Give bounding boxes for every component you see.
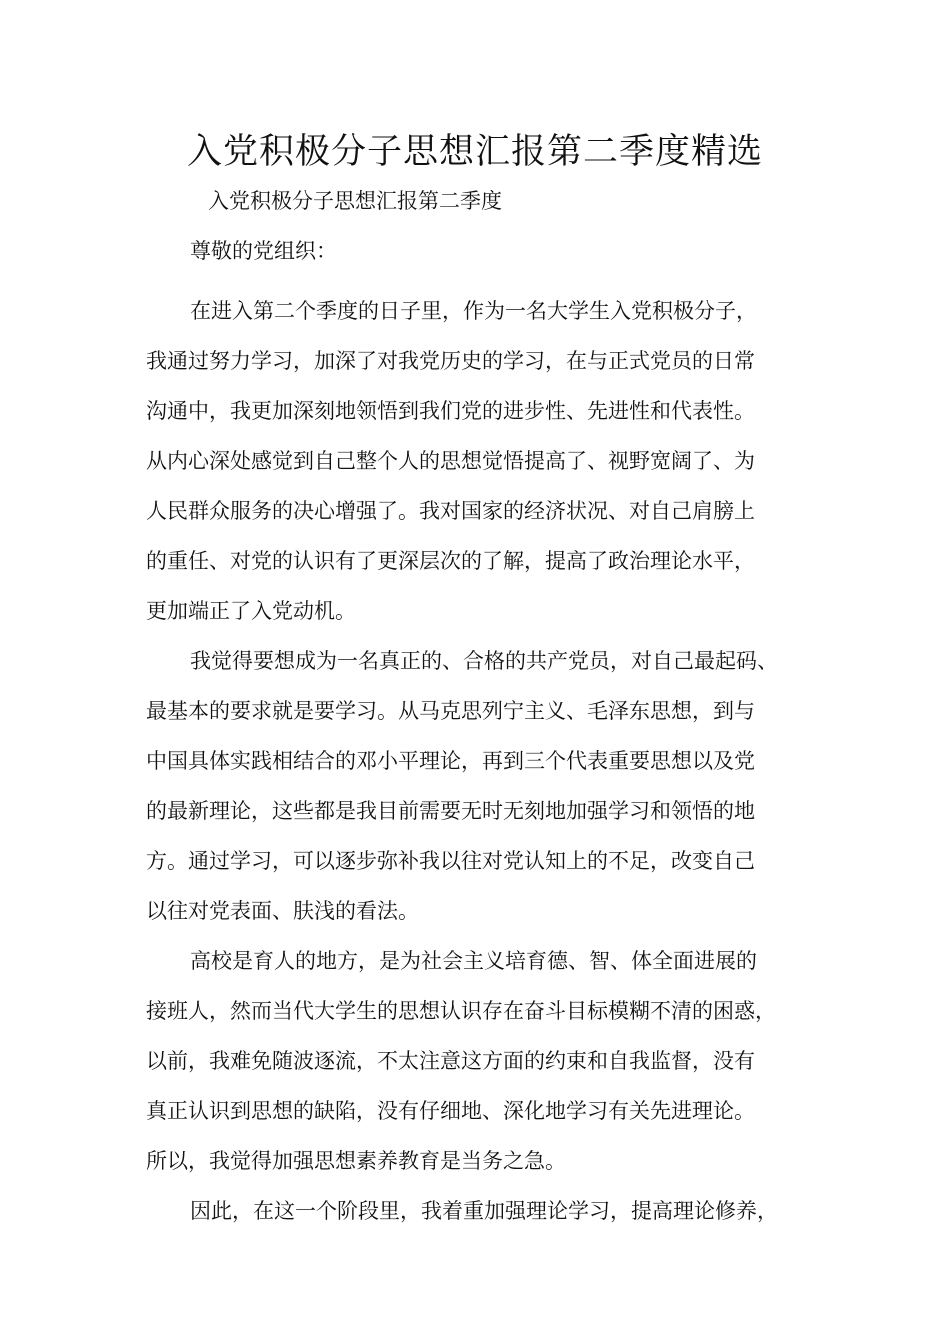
paragraph-line: 我觉得要想成为一名真正的、合格的共产党员，对自己最起码、 [190,649,778,673]
document-title: 入党积极分子思想汇报第二季度精选 [186,132,763,172]
paragraph-line: 更加端正了入党动机。 [146,599,356,623]
salutation: 尊敬的党组织： [190,239,337,263]
paragraph-line: 所以，我觉得加强思想素养教育是当务之急。 [146,1149,566,1173]
paragraph-line: 沟通中，我更加深刻地领悟到我们党的进步性、先进性和代表性。 [146,399,755,423]
paragraph-line: 高校是育人的地方，是为社会主义培育德、智、体全面进展的 [190,949,757,973]
paragraph-line: 以往对党表面、肤浅的看法。 [146,899,419,923]
paragraph-line: 的重任、对党的认识有了更深层次的了解，提高了政治理论水平， [146,549,755,573]
paragraph-line: 的最新理论，这些都是我目前需要无时无刻地加强学习和领悟的地 [146,799,755,823]
paragraph-line: 真正认识到思想的缺陷，没有仔细地、深化地学习有关先进理论。 [146,1099,755,1123]
body-paragraph [146,286,826,636]
paragraph-line: 从内心深处感觉到自己整个人的思想觉悟提高了、视野宽阔了、为 [146,449,755,473]
body-paragraph [146,936,826,1186]
paragraph-line: 人民群众服务的决心增强了。我对国家的经济状况、对自己肩膀上 [146,499,755,523]
paragraph-line: 最基本的要求就是要学习。从马克思列宁主义、毛泽东思想，到与 [146,699,755,723]
paragraph-line: 接班人，然而当代大学生的思想认识存在奋斗目标模糊不清的困惑， [146,999,776,1023]
paragraph-line: 我通过努力学习，加深了对我党历史的学习，在与正式党员的日常 [146,349,755,373]
paragraph-line: 中国具体实践相结合的邓小平理论，再到三个代表重要思想以及党 [146,749,755,773]
document-body [146,286,826,1236]
paragraph-line: 方。通过学习，可以逐步弥补我以往对党认知上的不足，改变自己 [146,849,755,873]
body-paragraph [146,636,826,936]
body-paragraph [146,1186,826,1236]
paragraph-line: 在进入第二个季度的日子里，作为一名大学生入党积极分子， [190,299,757,323]
document-subtitle: 入党积极分子思想汇报第二季度 [208,189,502,213]
paragraph-line: 以前，我难免随波逐流，不太注意这方面的约束和自我监督，没有 [146,1049,755,1073]
paragraph-line: 因此，在这一个阶段里，我着重加强理论学习，提高理论修养， [190,1199,778,1223]
